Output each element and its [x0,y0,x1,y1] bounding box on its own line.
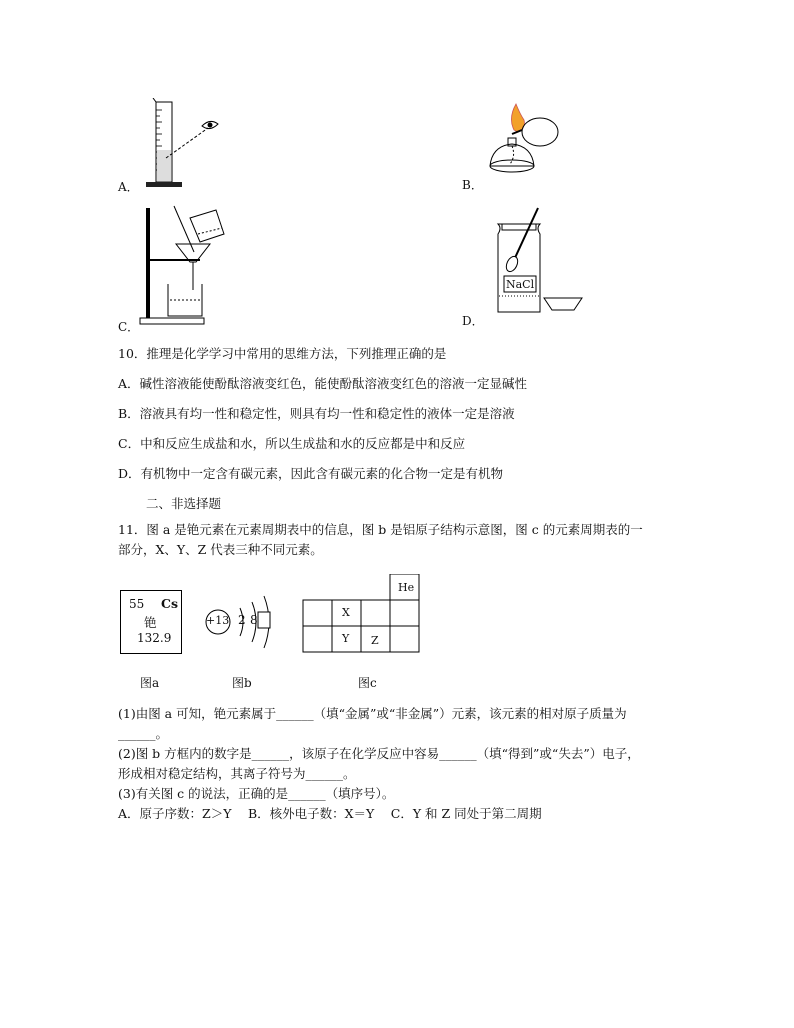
q10-option-d: D．有机物中一定含有碳元素，因此含有碳元素的化合物一定是有机物 [118,466,504,481]
graduated-cylinder-reading-figure [140,98,230,190]
option-d-label: D． [462,314,484,328]
cesium-element-card [120,590,182,654]
option-a-label: A． [118,180,139,194]
nacl-bottle-spoon-figure [490,206,590,318]
caption-fig-a: 图a [140,676,160,690]
shell-1-electrons: 2 [238,613,246,627]
alcohol-lamp-figure [482,100,568,182]
cell-x: X [342,606,350,619]
q11-part3-line1: (3)有关图 c 的说法，正确的是______（填序号）。 [118,786,395,801]
q10-option-a: A．碱性溶液能使酚酞溶液变红色，能使酚酞溶液变红色的溶液一定显碱性 [118,376,528,391]
shell-2-electrons: 8 [250,613,258,627]
cell-he: He [398,581,415,594]
q10-option-b: B．溶液具有均一性和稳定性，则具有均一性和稳定性的液体一定是溶液 [118,406,515,421]
option-c-label: C． [118,320,140,334]
atomic-mass: 132.9 [137,631,172,645]
q11-stem-line1: 11．图 a 是铯元素在元素周期表中的信息，图 b 是铝原子结构示意图，图 c 的元素周期表的一 [118,522,643,537]
nucleus-charge: +13 [206,614,230,627]
q11-part2-line1: (2)图 b 方框内的数字是______，该原子在化学反应中容易______（填“得到”或“失去”）电子， [118,746,640,761]
atomic-number: 55 [129,597,145,611]
element-symbol: Cs [161,596,178,611]
q11-stem-line2: 部分，X、Y、Z 代表三种不同元素。 [118,542,323,557]
q10-option-c: C．中和反应生成盐和水，所以生成盐和水的反应都是中和反应 [118,436,466,451]
q11-part1-line2: ______。 [118,726,169,741]
cell-y: Y [342,632,350,645]
q10-stem: 10．推理是化学学习中常用的思维方法，下列推理正确的是 [118,346,447,361]
section-title: 二、非选择题 [146,496,222,511]
q11-part2-line2: 形成相对稳定结构，其离子符号为______。 [118,766,356,781]
q11-part1-line1: (1)由图 a 可知，铯元素属于______（填“金属”或“非金属”）元素，该元素的相对原子质量为 [118,706,627,721]
caption-fig-b: 图b [232,676,252,690]
cell-z: Z [371,634,379,647]
aluminum-atom-diagram [200,594,280,654]
periodic-table-fragment [302,574,422,658]
nacl-label: NaCl [506,278,535,291]
caption-fig-c: 图c [358,676,377,690]
filtration-apparatus-figure [138,204,230,328]
option-b-label: B． [462,178,483,192]
q11-part3-options: A．原子序数：Z＞Y B．核外电子数：X＝Y C．Y 和 Z 同处于第二周期 [118,806,542,821]
element-name: 铯 [144,615,157,630]
